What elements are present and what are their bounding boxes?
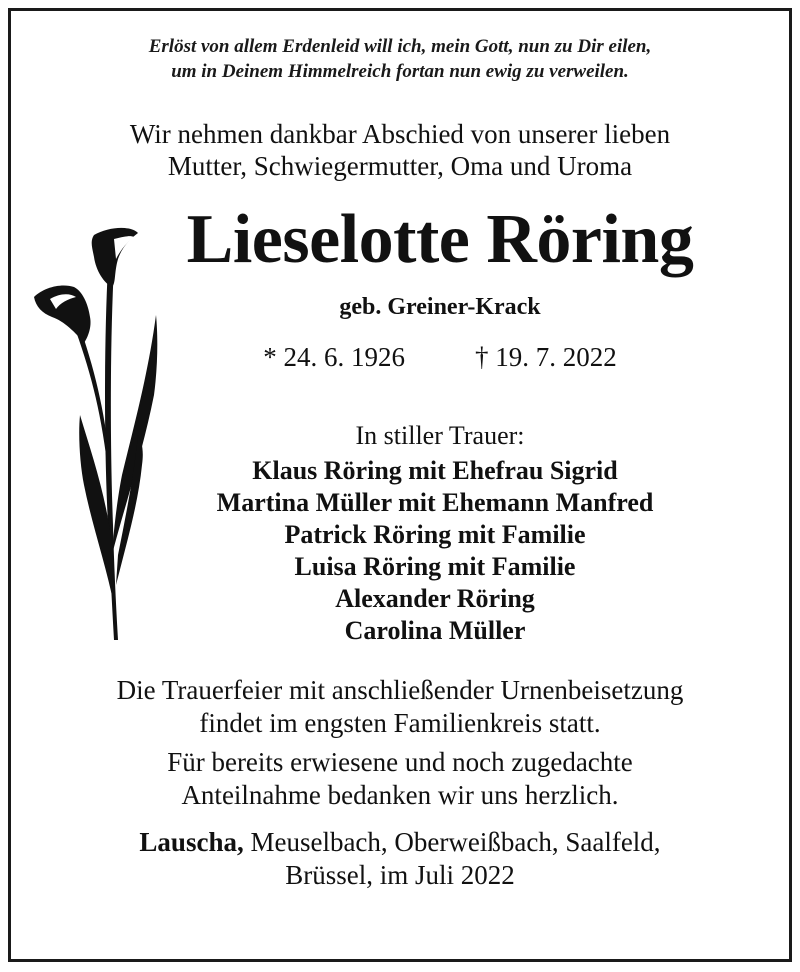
ceremony-line-1: Die Trauerfeier mit anschließender Urnenbeisetzung	[116, 675, 684, 705]
thanks-note	[0, 746, 800, 812]
place-town: Lauscha,	[139, 827, 244, 857]
place-date	[0, 826, 800, 892]
poem-line-2: um in Deinem Himmelreich fortan nun ewig zu verweilen.	[171, 61, 629, 82]
family-member: Patrick Röring mit Familie	[284, 520, 586, 549]
maiden-name: geb. Greiner-Krack	[339, 294, 541, 320]
thanks-line-2: Anteilnahme bedanken wir uns herzlich.	[181, 780, 619, 810]
intro-line-2: Mutter, Schwiegermutter, Oma und Uroma	[167, 151, 633, 181]
family-member: Carolina Müller	[344, 616, 526, 645]
place-line-1	[0, 826, 800, 859]
family-member: Alexander Röring	[335, 584, 535, 613]
poem-line-1: Erlöst von allem Erdenleid will ich, mein Gott, nun zu Dir eilen,	[148, 36, 652, 57]
deceased-name: Lieselotte Röring	[186, 201, 694, 278]
intro-text	[0, 118, 800, 182]
family-member: Klaus Röring mit Ehefrau Sigrid	[252, 456, 618, 485]
birth-date: * 24. 6. 1926	[263, 342, 405, 372]
life-dates	[200, 340, 680, 374]
mourning-label: In stiller Trauer:	[355, 421, 525, 450]
thanks-line-1: Für bereits erwiesene und noch zugedachte	[167, 747, 633, 777]
ceremony-note	[0, 674, 800, 740]
poem-verse	[0, 34, 800, 84]
family-list	[130, 455, 740, 647]
ceremony-line-2: findet im engsten Familienkreis statt.	[199, 708, 601, 738]
family-member: Luisa Röring mit Familie	[294, 552, 576, 581]
place-others: Meuselbach, Oberweißbach, Saalfeld,	[243, 827, 661, 857]
death-date: † 19. 7. 2022	[475, 342, 617, 372]
intro-line-1: Wir nehmen dankbar Abschied von unserer lieben	[129, 119, 671, 149]
family-member: Martina Müller mit Ehemann Manfred	[216, 488, 654, 517]
place-line-2: Brüssel, im Juli 2022	[285, 860, 515, 890]
